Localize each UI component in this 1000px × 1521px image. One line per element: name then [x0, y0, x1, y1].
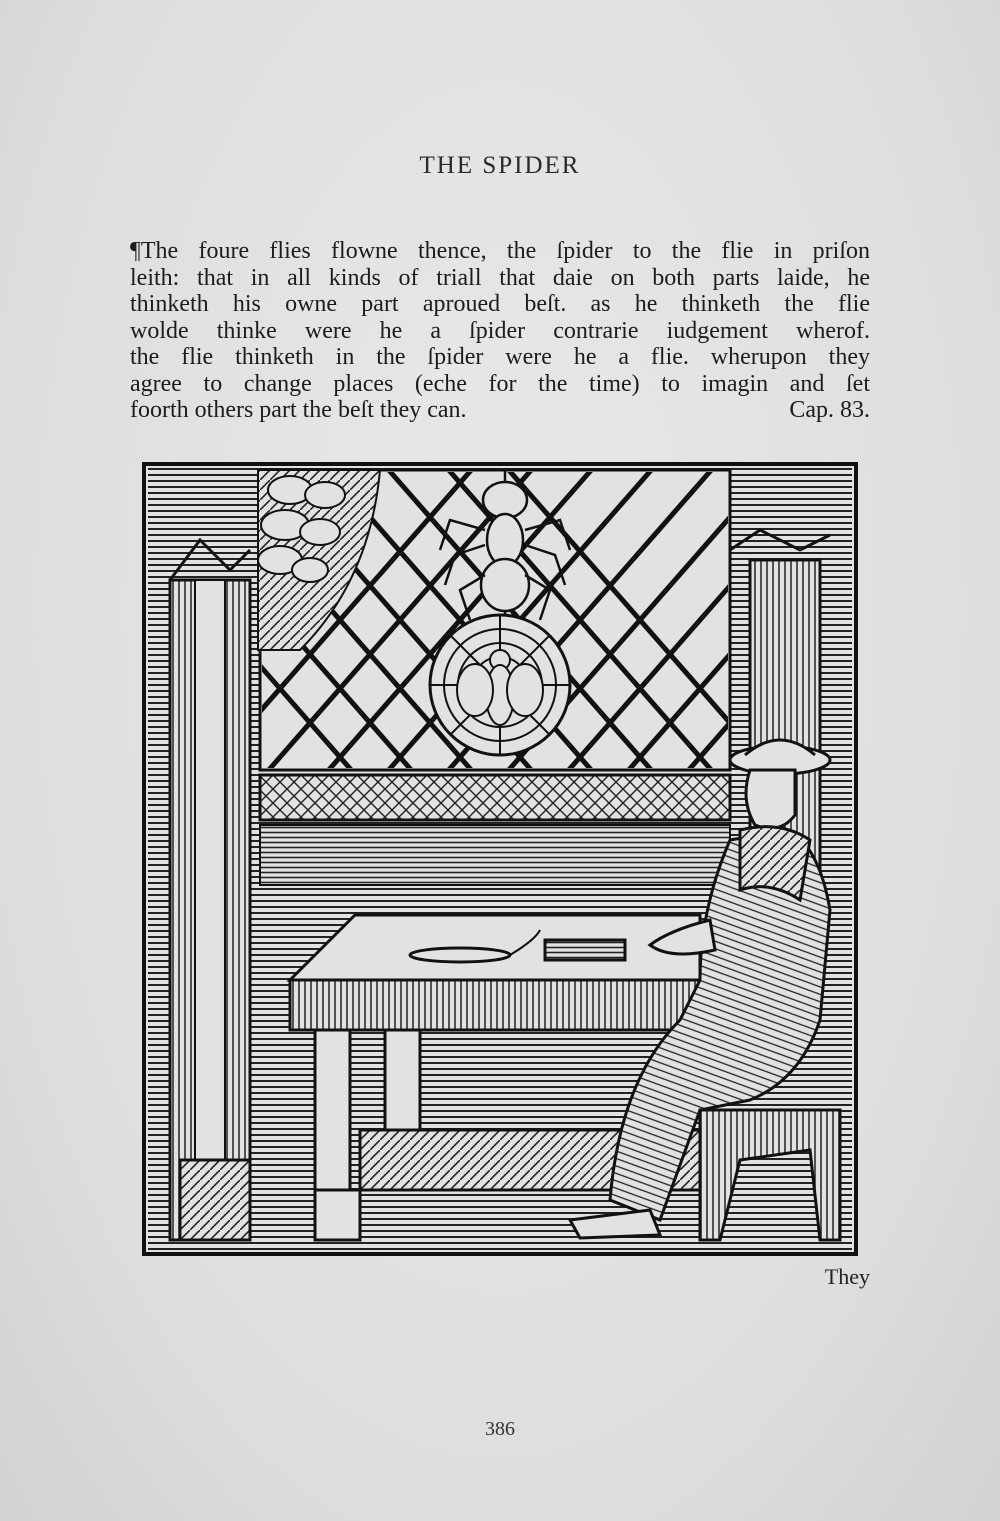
- text-line: wolde thinke were he a ſpider contrarie iudgement wherof.: [130, 317, 870, 344]
- text-line: ¶The foure flies flowne thence, the ſpider to the flie in priſon: [130, 238, 870, 264]
- woodcut-illustration: [140, 460, 860, 1260]
- catchword: They: [824, 1264, 870, 1289]
- web-with-fly: [430, 615, 570, 755]
- text-line-end: foorth others part the beſt they can.: [130, 397, 467, 423]
- text-line: the flie thinketh in the ſpider were he a flie. wherupon they: [130, 344, 870, 370]
- text-line: leith: that in all kinds of triall that daie on both parts laide, he: [130, 264, 870, 291]
- text-line-last: [130, 397, 870, 424]
- running-head: THE SPIDER: [419, 152, 581, 179]
- chapter-reference: Cap. 83.: [789, 397, 870, 423]
- text-line: agree to change places (eche for the time) to imagin and ſet: [130, 370, 870, 397]
- chapter-argument: [130, 238, 870, 424]
- page-number: 386: [485, 1418, 515, 1440]
- text-line: thinketh his owne part aproued beſt. as he thinketh the flie: [130, 291, 870, 317]
